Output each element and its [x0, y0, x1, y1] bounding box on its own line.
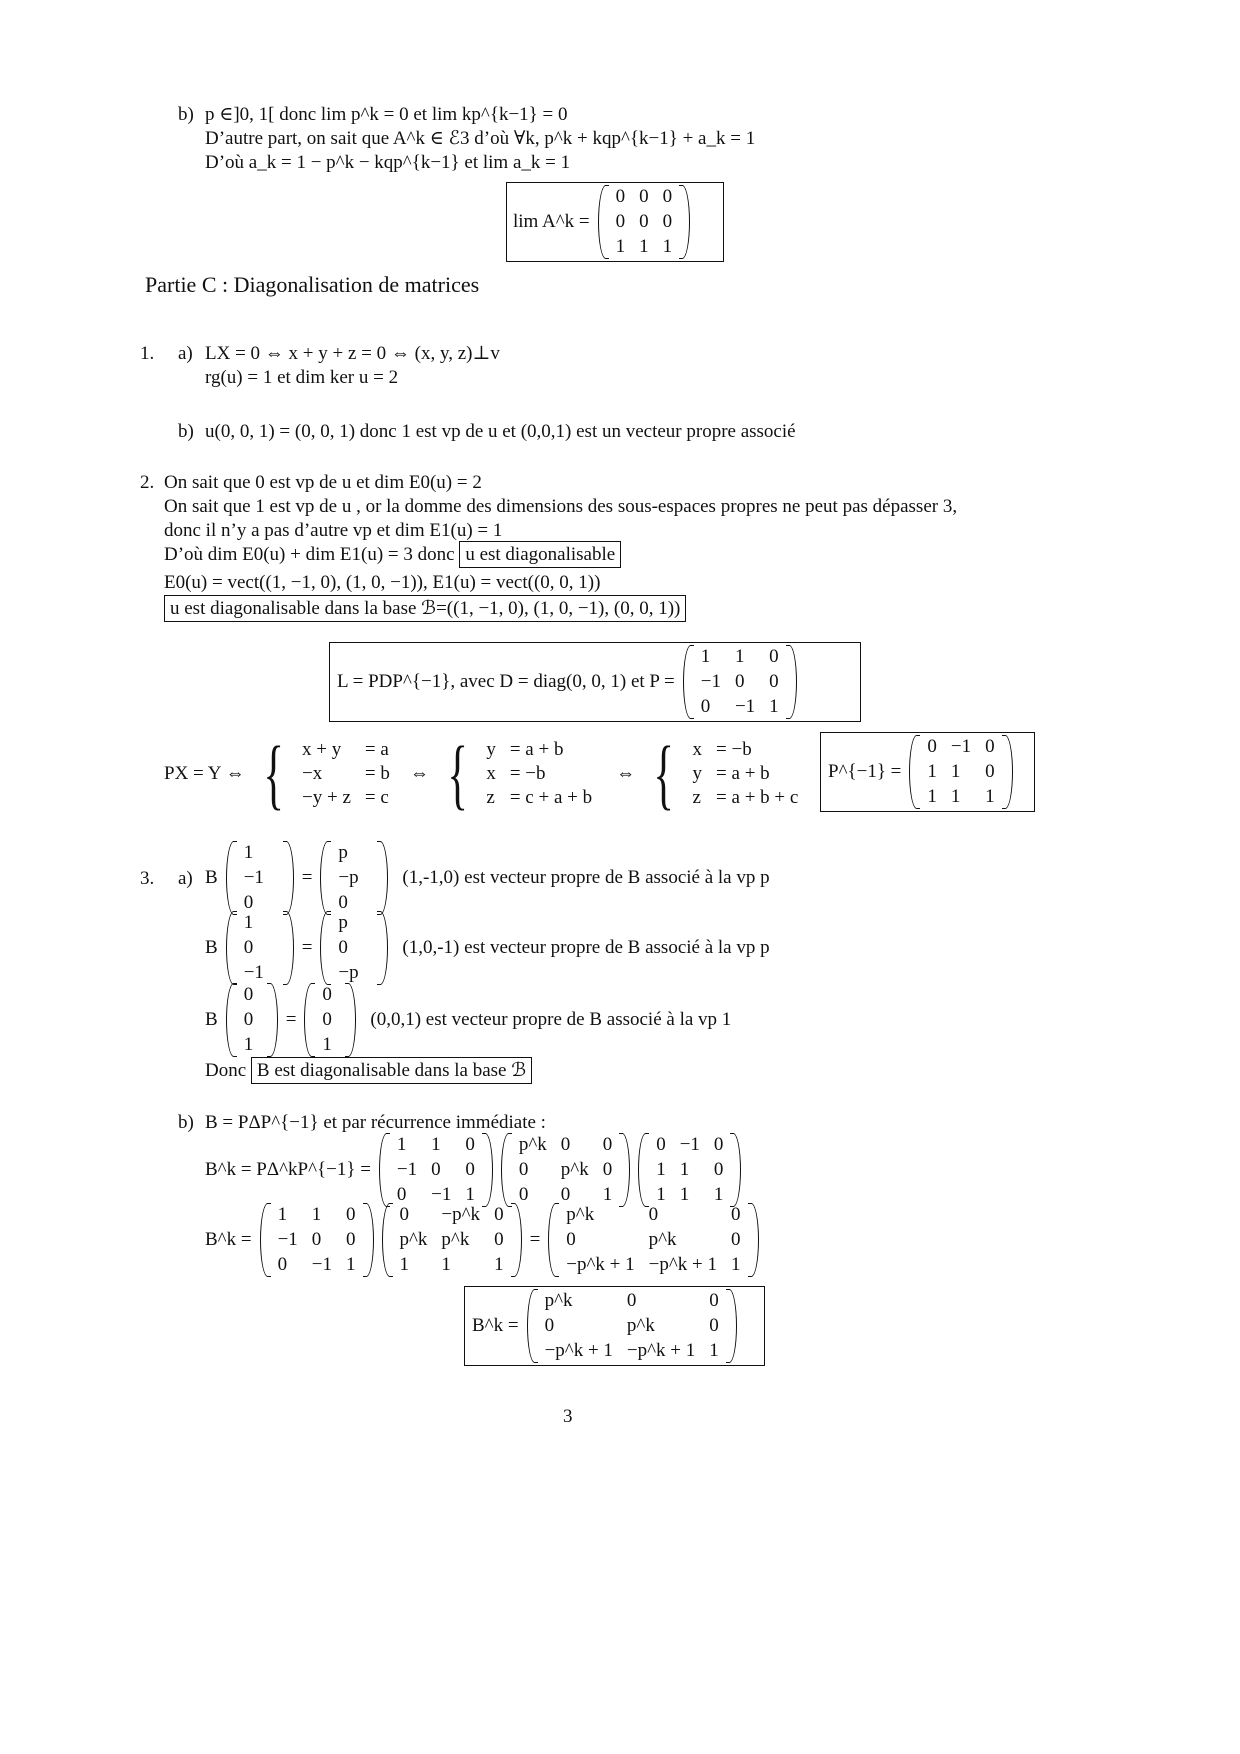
vector-cell: −1 [243, 867, 264, 888]
matrix-cell: 1 [396, 1134, 407, 1155]
matrix-cell: 1 [494, 1254, 504, 1275]
q3a-label: a) [178, 868, 193, 889]
vector-cell: 0 [243, 892, 254, 913]
matrix-cell: 1 [277, 1204, 288, 1225]
matrix-cell: 1 [985, 786, 995, 807]
matrix-cell: 1 [399, 1254, 409, 1275]
matrix-cell: 0 [465, 1134, 475, 1155]
b-symbol: B [205, 937, 218, 959]
q1a-line-1: LX = 0 ⇔ x + y + z = 0 ⇔ (x, y, z)⊥v [205, 343, 500, 364]
eigen-row-1 [205, 842, 770, 914]
vector-cell: 0 [322, 1009, 332, 1030]
equals: = [285, 1009, 297, 1031]
matrix-cell: 1 [346, 1254, 356, 1275]
system-cell: = b [364, 763, 390, 784]
vector-cell: 0 [243, 1009, 254, 1030]
matrix-cell: 1 [679, 1159, 690, 1180]
eigen-text-1: (1,-1,0) est vecteur propre de B associé à la vp p [402, 867, 770, 889]
q2-line-2: On sait que 1 est vp de u , or la domme des dimensions des sous-espaces propres ne peut pas dépasser 3, [164, 496, 958, 517]
system-cell: x + y [302, 739, 342, 760]
vector-cell: 1 [243, 842, 254, 863]
matrix-cell: 0 [927, 736, 937, 757]
matrix-cell: 0 [648, 1204, 659, 1225]
matrix-bk-result [548, 1203, 758, 1277]
matrix-cell: 1 [713, 1184, 724, 1205]
lim-ak-label: lim A^k = [513, 211, 590, 233]
matrix-cell: 0 [769, 646, 779, 667]
system-cell: y [486, 739, 496, 760]
q3b-label: b) [178, 1112, 194, 1133]
matrix-cell: −1 [311, 1254, 332, 1275]
left-brace-icon: { [653, 730, 675, 817]
matrix-cell: 0 [709, 1315, 719, 1336]
q2-line-4 [164, 544, 621, 566]
system-cell: −x [302, 763, 323, 784]
l-pdp-formula [337, 646, 797, 718]
matrix-cell: 0 [346, 1229, 356, 1250]
donc-text: Donc [205, 1060, 247, 1081]
bk-final-matrix [527, 1289, 737, 1363]
matrix-cell: 1 [700, 646, 711, 667]
matrix-cell: 0 [662, 211, 673, 232]
matrix-cell: 1 [431, 1134, 441, 1155]
result-2 [320, 911, 388, 985]
q1a-label: a) [178, 343, 193, 364]
eigen-text-2: (1,0,-1) est vecteur propre de B associé à la vp p [402, 937, 770, 959]
linear-system [164, 730, 799, 817]
diagonalisable-box: u est diagonalisable [459, 541, 621, 568]
q1b-line: u(0, 0, 1) = (0, 0, 1) donc 1 est vp de u et (0,0,1) est un vecteur propre associé [205, 421, 796, 442]
matrix-cell: −p^k + 1 [566, 1254, 635, 1275]
matrix-cell: 0 [713, 1134, 724, 1155]
matrix-cell: 0 [615, 211, 626, 232]
b-diagonalisable-box: B est diagonalisable dans la base ℬ [251, 1057, 532, 1084]
bk-label-1: B^k = PΔ^kP^{−1} = [205, 1159, 371, 1181]
matrix-cell: 1 [602, 1184, 613, 1205]
matrix-cell: 0 [985, 736, 995, 757]
matrix-cell: 0 [639, 211, 649, 232]
matrix-cell: 1 [465, 1184, 475, 1205]
system-cell: y [692, 763, 703, 784]
part-c-title: Partie C : Diagonalisation de matrices [145, 272, 480, 297]
matrix-cell: 1 [927, 761, 937, 782]
matrix-cell: 1 [662, 236, 673, 257]
matrix-cell: p^k [441, 1229, 470, 1250]
result-3 [304, 983, 356, 1057]
diagonalisable-basis-box: u est diagonalisable dans la base ℬ=((1, −1, 0), (1, 0, −1), (0, 0, 1)) [164, 595, 686, 622]
matrix-cell: p^k [626, 1315, 655, 1336]
matrix-cell: 0 [639, 186, 649, 207]
part-b-line-2: D’autre part, on sait que A^k ∈ ℰ3 d’où ∀k, p^k + kqp^{k−1} + a_k = 1 [205, 128, 756, 149]
vector-cell: 0 [243, 937, 254, 958]
vector-cell: −p [338, 867, 359, 888]
p-inverse-formula [828, 736, 1013, 808]
matrix-cell: p^k [560, 1159, 589, 1180]
matrix-cell: 1 [615, 236, 626, 257]
system-cell: = a + b + c [716, 787, 799, 808]
part-b-label: b) [178, 104, 194, 125]
system-label: PX = Y ⇔ [164, 763, 245, 785]
system-cell: x [692, 739, 703, 760]
matrix-cell: 1 [769, 696, 779, 717]
matrix-cell: 1 [656, 1159, 666, 1180]
matrix-cell: 0 [709, 1290, 719, 1311]
p-inverse-matrix [909, 735, 1012, 809]
matrix-cell: 1 [734, 646, 745, 667]
system-cell: z [692, 787, 701, 808]
matrix-p-2 [260, 1203, 374, 1277]
matrix-cell: 0 [544, 1315, 555, 1336]
equiv-2: ⇔ [616, 763, 636, 785]
q2-line-6 [164, 598, 686, 620]
equiv-1: ⇔ [409, 763, 429, 785]
system-cell: −y + z [302, 787, 351, 808]
matrix-cell: 0 [662, 186, 673, 207]
matrix-cell: p^k [648, 1229, 677, 1250]
lim-ak-formula [513, 186, 690, 258]
matrix-cell: −p^k [441, 1204, 481, 1225]
system-cell: = c [364, 787, 389, 808]
matrix-cell: 1 [927, 786, 937, 807]
matrix-cell: −p^k + 1 [544, 1340, 613, 1361]
vector-cell: 1 [243, 912, 254, 933]
matrix-cell: 0 [713, 1159, 724, 1180]
matrix-cell: 0 [985, 761, 995, 782]
matrix-cell: 0 [494, 1229, 504, 1250]
system-2 [486, 738, 592, 810]
matrix-cell: 1 [950, 786, 961, 807]
matrix-cell: p^k [399, 1229, 428, 1250]
bk-product-1 [205, 1134, 741, 1206]
bk-final-formula [472, 1290, 737, 1362]
vector-2 [226, 911, 294, 985]
matrix-cell: 0 [518, 1159, 529, 1180]
equals: = [301, 937, 313, 959]
q2-line-5: E0(u) = vect((1, −1, 0), (1, 0, −1)), E1(u) = vect((0, 0, 1)) [164, 572, 601, 593]
left-brace-icon: { [263, 730, 284, 817]
matrix-cell: 0 [602, 1159, 613, 1180]
matrix-cell: p^k [566, 1204, 595, 1225]
matrix-cell: 0 [626, 1290, 637, 1311]
q1a-line-2: rg(u) = 1 et dim ker u = 2 [205, 367, 399, 388]
matrix-cell: 1 [441, 1254, 451, 1275]
matrix-cell: 0 [560, 1184, 571, 1205]
matrix-cell: −p^k + 1 [648, 1254, 717, 1275]
q2-line-1: On sait que 0 est vp de u et dim E0(u) = 2 [164, 472, 482, 493]
matrix-cell: 0 [602, 1134, 613, 1155]
system-3 [693, 738, 799, 810]
matrix-cell: −p^k + 1 [626, 1340, 696, 1361]
system-1 [302, 738, 390, 810]
system-cell: = −b [509, 763, 546, 784]
matrix-cell: 0 [465, 1159, 475, 1180]
matrix-cell: p^k [518, 1134, 547, 1155]
vector-cell: 1 [322, 1034, 332, 1055]
matrix-cell: 0 [277, 1254, 288, 1275]
matrix-cell: −1 [396, 1159, 418, 1180]
b-symbol: B [205, 867, 218, 889]
lim-ak-matrix [598, 185, 691, 259]
q3a-conclusion [205, 1060, 532, 1082]
matrix-cell: 1 [950, 761, 961, 782]
page-number: 3 [563, 1406, 573, 1427]
vector-3 [226, 983, 278, 1057]
p-inverse-label: P^{−1} = [828, 761, 902, 783]
matrix-cell: 0 [396, 1184, 407, 1205]
l-pdp-label: L = PDP^{−1}, avec D = diag(0, 0, 1) et P = [337, 671, 675, 693]
q2-line-4-text: D’où dim E0(u) + dim E1(u) = 3 donc [164, 544, 455, 565]
q2-number: 2. [140, 472, 155, 493]
bk-label-2: B^k = [205, 1229, 252, 1251]
part-b-line-1: p ∈]0, 1[ donc lim p^k = 0 et lim kp^{k−1} = 0 [205, 104, 568, 125]
matrix-cell: 1 [709, 1340, 719, 1361]
part-b-line-3: D’où a_k = 1 − p^k − kqp^{k−1} et lim a_k = 1 [205, 152, 571, 173]
vector-cell: −p [338, 962, 359, 983]
system-cell: = −b [716, 739, 752, 760]
equals: = [301, 867, 313, 889]
matrix-cell: 0 [560, 1134, 571, 1155]
bk-product-2 [205, 1204, 759, 1276]
q3-number: 3. [140, 868, 155, 889]
vector-cell: 0 [322, 984, 332, 1005]
matrix-cell: 0 [346, 1204, 356, 1225]
vector-cell: p [338, 912, 348, 933]
vector-cell: −1 [243, 962, 264, 983]
matrix-cell: 1 [679, 1184, 690, 1205]
matrix-delta-k [501, 1133, 630, 1207]
b-symbol: B [205, 1009, 218, 1031]
matrix-cell: 1 [639, 236, 649, 257]
q1-number: 1. [140, 343, 155, 364]
system-cell: = a + b [509, 739, 564, 760]
matrix-cell: −1 [277, 1229, 298, 1250]
matrix-p-inverse [638, 1133, 741, 1207]
matrix-cell: 0 [769, 671, 779, 692]
vector-cell: 0 [338, 892, 348, 913]
vector-cell: 0 [338, 937, 348, 958]
matrix-cell: 0 [566, 1229, 576, 1250]
eigen-text-3: (0,0,1) est vecteur propre de B associé à la vp 1 [370, 1009, 732, 1031]
matrix-cell: −1 [950, 736, 972, 757]
left-brace-icon: { [447, 730, 468, 817]
matrix-cell: −1 [679, 1134, 700, 1155]
vector-cell: 1 [243, 1034, 254, 1055]
system-cell: = c + a + b [509, 787, 593, 808]
matrix-cell: 0 [734, 671, 745, 692]
q3b-line-1: B = PΔP^{−1} et par récurrence immédiate : [205, 1112, 546, 1133]
matrix-cell: 1 [656, 1184, 666, 1205]
vector-cell: 0 [243, 984, 254, 1005]
system-cell: = a + b [716, 763, 770, 784]
matrix-cell: −1 [700, 671, 721, 692]
matrix-cell: 0 [731, 1204, 741, 1225]
matrix-cell: 0 [700, 696, 711, 717]
matrix-cell: −1 [431, 1184, 452, 1205]
eigen-row-3 [205, 984, 731, 1056]
system-cell: x [486, 763, 496, 784]
matrix-cell: 0 [518, 1184, 529, 1205]
matrix-cell: 0 [494, 1204, 504, 1225]
matrix-cell: 0 [431, 1159, 441, 1180]
vector-1 [226, 841, 294, 915]
matrix-cell: 0 [656, 1134, 666, 1155]
result-1 [320, 841, 388, 915]
p-matrix [683, 645, 797, 719]
matrix-cell: 0 [731, 1229, 741, 1250]
bk-final-label: B^k = [472, 1315, 519, 1337]
eigen-row-2 [205, 912, 770, 984]
matrix-cell: −1 [734, 696, 756, 717]
matrix-cell: p^k [544, 1290, 573, 1311]
matrix-cell: 0 [399, 1204, 409, 1225]
matrix-cell: 1 [311, 1204, 322, 1225]
matrix-p [379, 1133, 493, 1207]
matrix-cell: 0 [615, 186, 626, 207]
q1b-label: b) [178, 421, 194, 442]
equals: = [529, 1229, 541, 1251]
q2-line-3: donc il n’y a pas d’autre vp et dim E1(u) = 1 [164, 520, 503, 541]
matrix-cell: 0 [311, 1229, 322, 1250]
matrix-intermediate [382, 1203, 522, 1277]
system-cell: z [486, 787, 495, 808]
system-cell: = a [364, 739, 389, 760]
matrix-cell: 1 [731, 1254, 741, 1275]
vector-cell: p [338, 842, 348, 863]
